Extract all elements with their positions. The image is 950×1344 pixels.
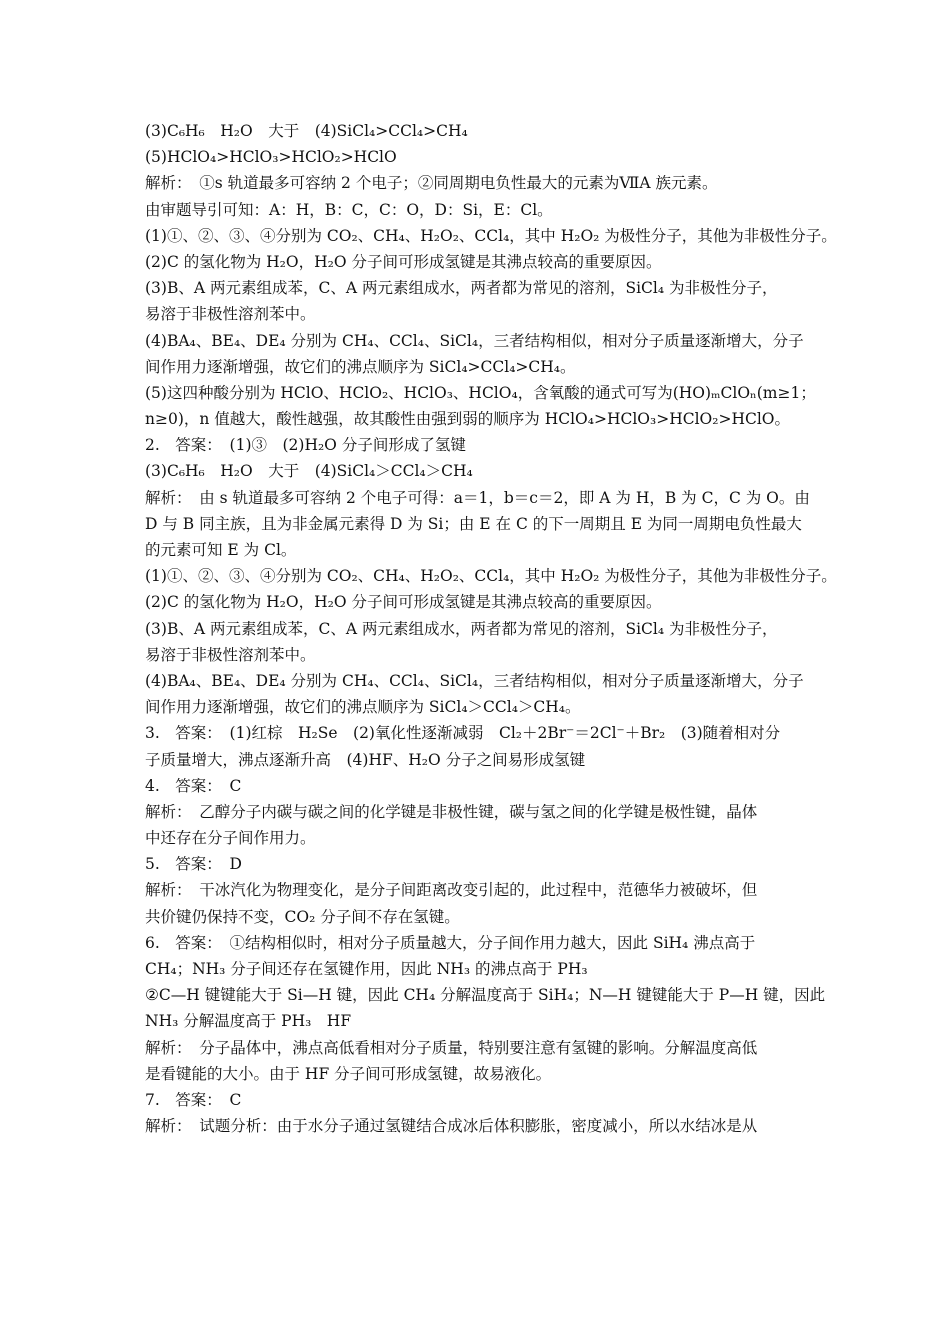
- text-line: (5)这四种酸分别为 HClO、HClO₂、HClO₃、HClO₄，含氧酸的通式可写为(HO)ₘClOₙ(m≥1；: [145, 383, 816, 402]
- text-line: (2)C 的氢化物为 H₂O，H₂O 分子间可形成氢键是其沸点较高的重要原因。: [145, 593, 662, 612]
- text-line: 7. 答案： C: [145, 1090, 242, 1109]
- text-line: 3. 答案： (1)红棕 H₂Se (2)氧化性逐渐减弱 Cl₂＋2Br⁻＝2Cl⁻＋Br₂ (3)随着相对分: [145, 724, 781, 743]
- text-line: (1)①、②、③、④分别为 CO₂、CH₄、H₂O₂、CCl₄，其中 H₂O₂ 为极性分子，其他为非极性分子。: [145, 226, 837, 245]
- text-line: NH₃ 分解温度高于 PH₃ HF: [145, 1012, 352, 1031]
- text-line: 解析： 乙醇分子内碳与碳之间的化学键是非极性键，碳与氢之间的化学键是极性键，晶体: [145, 802, 758, 821]
- text-line: (3)B、A 两元素组成苯，C、A 两元素组成水，两者都为常见的溶剂，SiCl₄ 为非极性分子，: [145, 279, 778, 298]
- text-line: CH₄；NH₃ 分子间还存在氢键作用，因此 NH₃ 的沸点高于 PH₃: [145, 960, 588, 978]
- document-page: [145, 118, 837, 1139]
- text-line: (3)B、A 两元素组成苯，C、A 两元素组成水，两者都为常见的溶剂，SiCl₄ 为非极性分子，: [145, 619, 778, 638]
- text-line: (4)BA₄、BE₄、DE₄ 分别为 CH₄、CCl₄、SiCl₄，三者结构相似，相对分子质量逐渐增大，分子: [145, 331, 804, 350]
- text-line: 解析： 试题分析：由于水分子通过氢键结合成冰后体积膨胀，密度减小，所以水结冰是从: [145, 1117, 758, 1136]
- text-line: 2. 答案： (1)③ (2)H₂O 分子间形成了氢键: [145, 436, 466, 455]
- text-line: 易溶于非极性溶剂苯中。: [145, 645, 316, 664]
- text-line: 解析： ①s 轨道最多可容纳 2 个电子；②同周期电负性最大的元素为ⅦA 族元素。: [145, 174, 718, 193]
- text-line: D 与 B 同主族，且为非金属元素得 D 为 Si；由 E 在 C 的下一周期且 E 为同一周期电负性最大: [145, 514, 802, 533]
- text-line: 解析： 干冰汽化为物理变化，是分子间距离改变引起的，此过程中，范德华力被破坏，但: [145, 881, 758, 900]
- text-line: 间作用力逐渐增强，故它们的沸点顺序为 SiCl₄＞CCl₄＞CH₄。: [145, 698, 581, 717]
- text-line: 共价键仍保持不变，CO₂ 分子间不存在氢键。: [145, 907, 460, 926]
- text-line: 解析： 由 s 轨道最多可容纳 2 个电子可得：a＝1，b＝c＝2，即 A 为 H，B 为 C，C 为 O。由: [145, 488, 810, 507]
- text-line: (2)C 的氢化物为 H₂O，H₂O 分子间可形成氢键是其沸点较高的重要原因。: [145, 252, 662, 271]
- text-line: 间作用力逐渐增强，故它们的沸点顺序为 SiCl₄>CCl₄>CH₄。: [145, 357, 576, 376]
- text-line: 6. 答案： ①结构相似时，相对分子质量越大，分子间作用力越大，因此 SiH₄ 沸点高于: [145, 933, 756, 952]
- text-line: n≥0)，n 值越大，酸性越强，故其酸性由强到弱的顺序为 HClO₄>HClO₃>HClO₂>HClO。: [145, 410, 790, 429]
- text-line: 5. 答案： D: [145, 855, 242, 874]
- text-line: 子质量增大，沸点逐渐升高 (4)HF、H₂O 分子之间易形成氢键: [145, 750, 586, 769]
- text-line: (4)BA₄、BE₄、DE₄ 分别为 CH₄、CCl₄、SiCl₄，三者结构相似，相对分子质量逐渐增大，分子: [145, 671, 804, 690]
- text-line: 中还存在分子间作用力。: [145, 829, 316, 848]
- text-line: (3)C₆H₆ H₂O 大于 (4)SiCl₄>CCl₄>CH₄: [145, 122, 468, 140]
- text-line: 的元素可知 E 为 Cl。: [145, 541, 297, 559]
- text-line: 是看键能的大小。由于 HF 分子间可形成氢键，故易液化。: [145, 1064, 552, 1083]
- text-line: (5)HClO₄>HClO₃>HClO₂>HClO: [145, 148, 397, 167]
- text-line: (1)①、②、③、④分别为 CO₂、CH₄、H₂O₂、CCl₄，其中 H₂O₂ 为极性分子，其他为非极性分子。: [145, 567, 837, 586]
- text-line: (3)C₆H₆ H₂O 大于 (4)SiCl₄＞CCl₄＞CH₄: [145, 462, 473, 481]
- text-line: 4. 答案： C: [145, 776, 242, 795]
- text-line: 由审题导引可知：A：H，B：C，C：O，D：Si，E：Cl。: [145, 200, 553, 219]
- text-line: 易溶于非极性溶剂苯中。: [145, 305, 316, 324]
- text-line: ②C—H 键键能大于 Si—H 键，因此 CH₄ 分解温度高于 SiH₄；N—H 键键能大于 P—H 键，因此: [145, 986, 826, 1005]
- text-line: 解析： 分子晶体中，沸点高低看相对分子质量，特别要注意有氢键的影响。分解温度高低: [145, 1038, 758, 1057]
